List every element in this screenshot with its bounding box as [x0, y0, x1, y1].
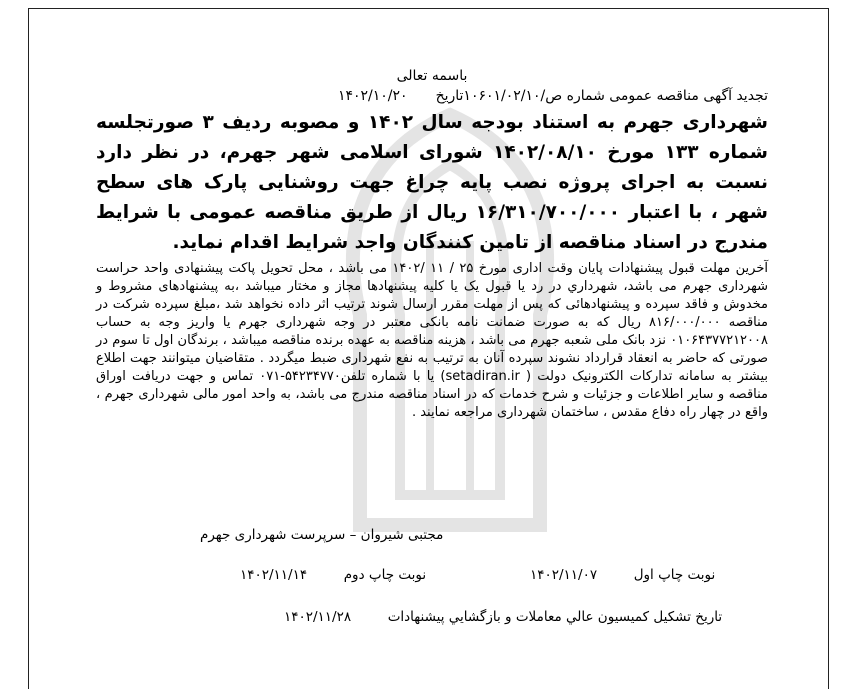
first-print-date: ۱۴۰۲/۱۱/۰۷ — [530, 567, 598, 583]
conditions-paragraph: آخرین مهلت قبول پیشنهادات پایان وقت اداری مورخ ۲۵ / ۱۱ /۱۴۰۲ می باشد ، محل تحویل پاکت پیشنهادی واحد حراست شهرداری جهرم می باشد، شهرداري در رد یا قبول یک یا کلیه پیشنهادها مجاز و مختار میباشد ،به پیشنهادهای مشروط و مخدوش و فاقد سپرده و پیشنهادهائی که پس از مهلت مقرر ارسال شوند ترتیب اثر داده نخواهد شد ،مبلغ سپرده شرکت در مناقصه ۸۱۶/۰۰۰/۰۰۰ ریال که به صورت ضمانت نامه بانکی معتبر در وجه شهرداری جهرم یا واریز وجه به حساب ۰۱۰۶۴۳۷۷۲۱۲۰۰۸ نزد بانک ملی شعبه جهرم می باشد ، هزینه مناقصه به عهده برنده مناقصه میباشد ، برندگان اول تا سوم در صورتی که حاضر به انعقاد قرارداد نشوند سپرده آنان به ترتیب به نفع شهرداری ضبط میگردد . متقاضیان میتوانند جهت اطلاع بیشتر به سامانه تدارکات الکترونیک دولت ( setadiran.ir) یا با شماره تلفن۵۴۲۳۴۷۷۰-۰۷۱ تماس و جهت دریافت اوراق مناقصه و سایر اطلاعات و جزئیات و شرح خدمات که در اسناد مناقصه مندرج می باشد، به واحد امور مالی شهرداری جهرم ، واقع در چهار راه دفاع مقدس ، ساختمان شهرداری مراجعه نمایند . — [96, 261, 769, 420]
announcement-date: ۱۴۰۲/۱۰/۲۰ — [337, 88, 408, 104]
announcement-number: تجدید آگهی مناقصه عمومی شماره ص/۱۰۶۰۱/۰۲/۱۰تاریخ — [435, 88, 768, 104]
commission-label: تاريخ تشکيل کميسيون عالي معاملات و بازگشايي پيشنهادات — [387, 609, 723, 625]
second-print-label: نوبت چاپ دوم — [343, 567, 427, 583]
frame-top-rule — [28, 8, 829, 9]
first-print-notice — [530, 567, 715, 583]
first-print-label: نوبت چاپ اول — [633, 567, 716, 583]
announcement-reference — [96, 86, 768, 106]
frame-left-rule — [28, 8, 29, 689]
invocation-heading: باسمه تعالی — [396, 68, 468, 84]
second-print-notice — [240, 567, 426, 583]
announcement-body — [96, 66, 768, 422]
second-print-date: ۱۴۰۲/۱۱/۱۴ — [240, 567, 308, 583]
lead-paragraph: شهرداری جهرم به استناد بودجه سال ۱۴۰۲ و مصوبه ردیف ۳ صورتجلسه شماره ۱۳۳ مورخ ۱۴۰۲/۰۸/۱۰ شورای اسلامی شهر جهرم، در نظر دارد نسبت به اجرای پروژه نصب پایه چراغ جهت روشنایی پارک های سطح شهر ، با اعتبار ۱۶/۳۱۰/۷۰۰/۰۰۰ ریال از طریق مناقصه عمومی با شرایط مندرج در اسناد مناقصه از تامین کنندگان واجد شرایط اقدام نماید. — [96, 112, 769, 253]
frame-right-rule — [828, 8, 829, 689]
commission-date-line — [284, 609, 722, 625]
signature-line: مجتبی شیروان – سرپرست شهرداری جهرم — [200, 527, 444, 543]
commission-date: ۱۴۰۲/۱۱/۲۸ — [284, 609, 352, 625]
